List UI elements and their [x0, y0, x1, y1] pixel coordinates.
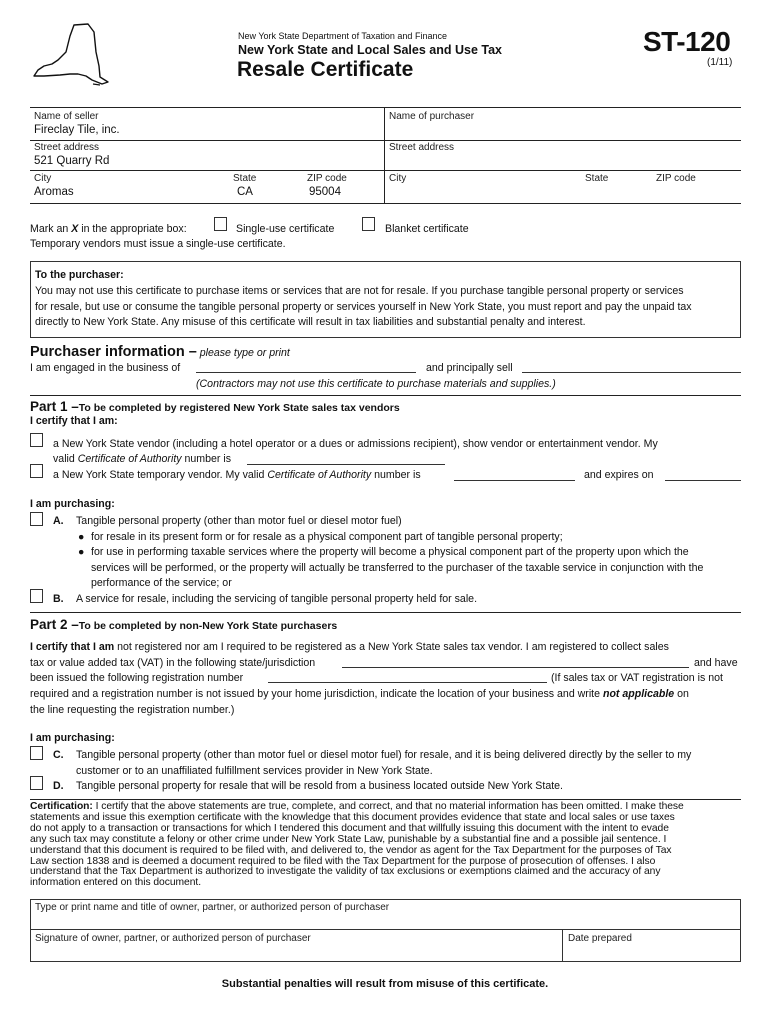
purchaser-street-field[interactable] [389, 154, 739, 168]
option-a-checkbox[interactable] [30, 512, 43, 526]
bullet-icon: ● [78, 546, 85, 558]
part1-certify-label: I certify that I am: [30, 415, 118, 427]
expiration-date-input[interactable] [665, 480, 741, 481]
notice-line-3: directly to New York State. Any misuse of this certificate will result in tax liabilities and substantial penalty and interest. [35, 316, 586, 328]
bullet-icon: ● [78, 531, 85, 543]
purchaser-name-label: Name of purchaser [389, 111, 475, 122]
option-a-bullet-1: for resale in its present form or for resale as a physical component part of tangible personal property; [91, 531, 563, 543]
option-b-letter: B. [53, 593, 64, 605]
notice-line-2: for resale, but use or consume the tangible personal property or services yourself in New York State, you must report and pay the unpaid tax [35, 301, 692, 313]
temporary-vendor-text: a New York State temporary vendor. My valid Certificate of Authority number is [53, 469, 421, 481]
part1-heading: Part 1 –To be completed by registered New York State sales tax vendors [30, 399, 400, 414]
option-a-bullet-2-line-1: for use in performing taxable services where the property will become a physical component part of the property upon which the [91, 546, 689, 558]
option-b-text: A service for resale, including the servicing of tangible personal property held for sale. [76, 593, 478, 605]
seller-zip-label: ZIP code [307, 173, 347, 184]
date-prepared-label: Date prepared [568, 933, 632, 944]
part2-certify-line-1: I certify that I am not registered nor am I required to be registered as a New York State sales tax vendor. I am registered to collect sales [30, 641, 669, 653]
seller-state-field[interactable]: CA [237, 186, 253, 198]
purchaser-info-heading: Purchaser information – please type or print [30, 344, 290, 360]
purchaser-zip-field[interactable] [656, 185, 740, 199]
new-york-state-map-icon [30, 22, 110, 98]
signature-label: Signature of owner, partner, or authorized person of purchaser [35, 933, 311, 944]
notice-line-1: You may not use this certificate to purchase items or services that are not for resale. If you purchase tangible personal property or services [35, 285, 684, 297]
blanket-checkbox[interactable] [362, 217, 375, 231]
department-name: New York State Department of Taxation and Finance [238, 31, 447, 41]
form-subtitle: New York State and Local Sales and Use Tax [238, 43, 502, 57]
engaged-business-label: I am engaged in the business of [30, 362, 181, 374]
purchaser-city-field[interactable] [389, 185, 579, 199]
seller-zip-field[interactable]: 95004 [309, 186, 341, 198]
nys-vendor-text: a New York State vendor (including a hotel operator or a dues or admissions recipient), show vendor or entertainment vendor. My [53, 438, 658, 450]
purchaser-zip-label: ZIP code [656, 173, 696, 184]
option-c-line-1: Tangible personal property (other than motor fuel or diesel motor fuel) for resale, and it is being delivered directly by the seller to my [76, 749, 692, 761]
nys-vendor-checkbox[interactable] [30, 433, 43, 447]
option-c-letter: C. [53, 749, 64, 761]
contractors-note: (Contractors may not use this certificate to purchase materials and supplies.) [196, 378, 556, 390]
principally-sell-label: and principally sell [426, 362, 513, 374]
jurisdiction-input[interactable] [342, 667, 689, 668]
part1-purchasing-label: I am purchasing: [30, 498, 115, 510]
purchaser-name-field[interactable] [389, 123, 739, 137]
option-a-bullet-2-line-2: services will be performed, or the property will actually be transferred to the purchaser of the taxable service in conjunction with the [91, 562, 704, 574]
seller-street-field[interactable]: 521 Quarry Rd [34, 155, 110, 167]
part2-and-have: and have [694, 657, 738, 669]
option-a-letter: A. [53, 515, 64, 527]
part2-registration-note: (If sales tax or VAT registration is not [551, 672, 723, 684]
seller-name-label: Name of seller [34, 111, 99, 122]
option-c-line-2: customer or to an unaffiliated fulfillment services provider in New York State. [76, 765, 433, 777]
seller-street-label: Street address [34, 142, 100, 153]
seller-city-field[interactable]: Aromas [34, 186, 74, 198]
purchaser-city-label: City [389, 173, 407, 184]
seller-city-label: City [34, 173, 52, 184]
temporary-vendor-checkbox[interactable] [30, 464, 43, 478]
temporary-vendor-note: Temporary vendors must issue a single-use certificate. [30, 238, 286, 250]
form-revision: (1/11) [707, 57, 733, 68]
purchaser-state-label: State [585, 173, 609, 184]
purchaser-state-field[interactable] [585, 185, 645, 199]
option-b-checkbox[interactable] [30, 589, 43, 603]
expires-label: and expires on [584, 469, 654, 481]
certificate-number-label: valid Certificate of Authority number is [53, 453, 232, 465]
certification-text: Certification: I certify that the above statements are true, complete, and correct, and that no material information has been omitted. I make these statements and issue this exemption certificate with the knowledge that this document provides evidence that state and local sales or use taxes do not apply to a transaction or transactions for which I tendered this document and that willfully issuing this document with the intent to evade any such tax may constitute a felony or other crime under New York State Law, punishable by a substantial fine and a possible jail sentence. I understand that this document is required to be filed with, and delivered to, the vendor as agent for the Tax Department for the purposes of Tax Law section 1838 and is deemed a document required to be filed with the Tax Department for the purpose of prosecution of offenses. I also understand that the Tax Department is authorized to investigate the validity of tax exclusions or exemptions claimed and the accuracy of any information entered on this document. [30, 801, 684, 889]
penalty-warning: Substantial penalties will result from misuse of this certificate. [221, 978, 549, 990]
option-a-bullet-2-line-3: performance of the service; or [91, 577, 232, 589]
part2-heading: Part 2 –To be completed by non-New York State purchasers [30, 617, 338, 632]
option-a-text: Tangible personal property (other than motor fuel or diesel motor fuel) [76, 515, 402, 527]
notice-heading: To the purchaser: [35, 269, 124, 281]
temporary-certificate-number-input[interactable] [454, 480, 575, 481]
mark-instruction: Mark an X in the appropriate box: [30, 223, 187, 235]
registration-number-input[interactable] [268, 682, 547, 683]
option-d-text: Tangible personal property for resale that will be resold from a business located outside New York State. [76, 780, 563, 792]
seller-name-field[interactable]: Fireclay Tile, inc. [34, 124, 120, 136]
single-use-checkbox[interactable] [214, 217, 227, 231]
single-use-label: Single-use certificate [236, 223, 335, 235]
purchaser-street-label: Street address [389, 142, 455, 153]
part2-registration-label: been issued the following registration number [30, 672, 244, 684]
part2-purchasing-label: I am purchasing: [30, 732, 115, 744]
option-d-letter: D. [53, 780, 64, 792]
part2-jurisdiction-label: tax or value added tax (VAT) in the following state/jurisdiction [30, 657, 316, 669]
option-c-checkbox[interactable] [30, 746, 43, 760]
part2-certify-line-4: required and a registration number is not issued by your home jurisdiction, indicate the location of your business and write not applicable on [30, 688, 689, 700]
principally-sell-input[interactable] [522, 372, 741, 373]
seller-state-label: State [233, 173, 257, 184]
page-title: Resale Certificate [237, 58, 414, 81]
form-id: ST-120 [643, 26, 731, 57]
name-title-label: Type or print name and title of owner, partner, or authorized person of purchaser [35, 902, 390, 913]
blanket-label: Blanket certificate [385, 223, 469, 235]
part2-certify-line-5: the line requesting the registration number.) [30, 704, 235, 716]
certificate-number-input[interactable] [247, 464, 445, 465]
business-type-input[interactable] [196, 372, 416, 373]
option-d-checkbox[interactable] [30, 776, 43, 790]
